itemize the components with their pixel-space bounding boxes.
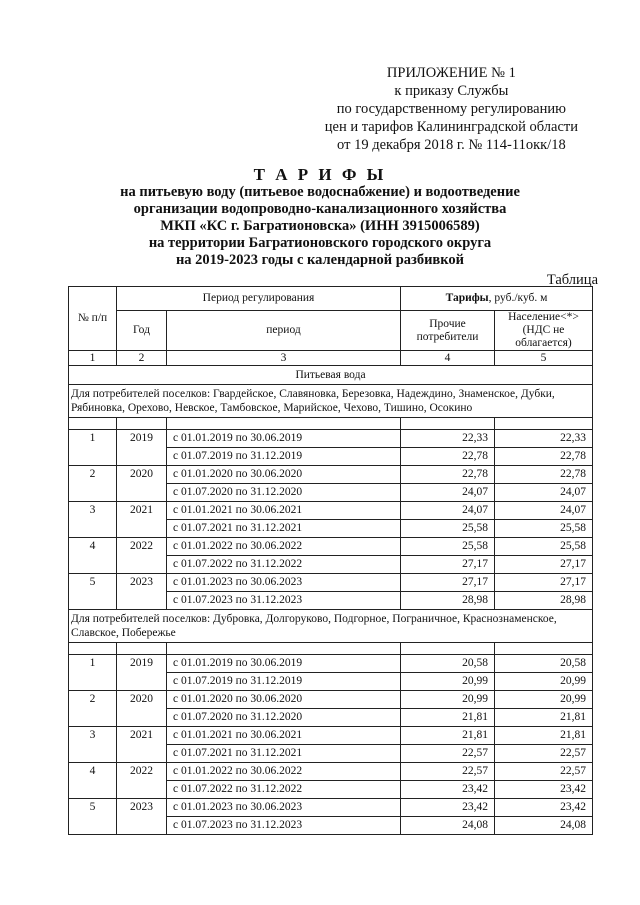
header-tariffs-bold: Тарифы — [445, 292, 489, 304]
table-row — [69, 574, 593, 592]
header-period: период — [167, 311, 401, 351]
row-period: с 01.01.2020 по 30.06.2020 — [167, 466, 401, 484]
tariff-other: 25,58 — [401, 538, 495, 556]
tariff-population: 22,78 — [495, 448, 593, 466]
subtitle-line: на 2019-2023 годы с календарной разбивкой — [175, 252, 465, 268]
tariff-other: 20,99 — [401, 691, 495, 709]
tariff-other: 25,58 — [401, 520, 495, 538]
tariff-other: 27,17 — [401, 574, 495, 592]
spacer-cell — [69, 643, 117, 655]
row-year: 2023 — [117, 574, 167, 610]
tariff-other: 21,81 — [401, 709, 495, 727]
row-period: с 01.07.2020 по 31.12.2020 — [167, 709, 401, 727]
subtitle-line: организации водопроводно-канализационного хозяйства — [133, 201, 507, 217]
appendix-line: цен и тарифов Калининградской области — [324, 119, 578, 135]
table-row — [69, 502, 593, 520]
spacer-cell — [401, 643, 495, 655]
row-period: с 01.01.2019 по 30.06.2019 — [167, 430, 401, 448]
tariff-population: 21,81 — [495, 709, 593, 727]
spacer-cell — [495, 418, 593, 430]
tariff-population: 20,58 — [495, 655, 593, 673]
row-number: 4 — [69, 538, 117, 574]
row-period: с 01.07.2020 по 31.12.2020 — [167, 484, 401, 502]
subtitle-line: МКП «КС г. Багратионовска» (ИНН 3915006589) — [160, 218, 480, 234]
spacer-cell — [167, 643, 401, 655]
tariff-population: 25,58 — [495, 520, 593, 538]
table-row — [69, 727, 593, 745]
row-period: с 01.01.2022 по 30.06.2022 — [167, 538, 401, 556]
row-period: с 01.07.2022 по 31.12.2022 — [167, 781, 401, 799]
tariff-population: 23,42 — [495, 781, 593, 799]
row-year: 2019 — [117, 430, 167, 466]
tariff-population: 24,07 — [495, 502, 593, 520]
row-period: с 01.01.2023 по 30.06.2023 — [167, 799, 401, 817]
row-period: с 01.07.2019 по 31.12.2019 — [167, 673, 401, 691]
row-period: с 01.07.2023 по 31.12.2023 — [167, 817, 401, 835]
spacer-cell — [117, 643, 167, 655]
tariff-other: 22,33 — [401, 430, 495, 448]
row-period: с 01.07.2022 по 31.12.2022 — [167, 556, 401, 574]
row-number: 3 — [69, 502, 117, 538]
table-row — [69, 466, 593, 484]
col-number: 3 — [167, 351, 401, 366]
tariff-other: 22,57 — [401, 745, 495, 763]
row-period: с 01.07.2019 по 31.12.2019 — [167, 448, 401, 466]
subtitle-line: на питьевую воду (питьевое водоснабжение) и водоотведение — [120, 184, 520, 200]
table-row — [69, 799, 593, 817]
tariff-population: 27,17 — [495, 574, 593, 592]
appendix-line: ПРИЛОЖЕНИЕ № 1 — [386, 65, 516, 81]
table-row — [69, 538, 593, 556]
spacer-row — [69, 418, 593, 430]
row-year: 2022 — [117, 763, 167, 799]
tariff-other: 28,98 — [401, 592, 495, 610]
row-year: 2019 — [117, 655, 167, 691]
tariff-other: 21,81 — [401, 727, 495, 745]
row-period: с 01.01.2020 по 30.06.2020 — [167, 691, 401, 709]
group-label: Для потребителей поселков: Дубровка, Долгоруково, Подгорное, Пограничное, Краснознаменское, Славское, Побережье — [69, 610, 593, 643]
table-label: Таблица — [546, 272, 598, 288]
row-number: 2 — [69, 691, 117, 727]
row-number: 3 — [69, 727, 117, 763]
group-label: Для потребителей поселков: Гвардейское, Славяновка, Березовка, Надеждино, Знаменское, Дубки, Рябиновка, Орехово, Невское, Тамбовское, Марийское, Чехово, Тишино, Осокино — [69, 385, 593, 418]
row-year: 2022 — [117, 538, 167, 574]
row-period: с 01.01.2021 по 30.06.2021 — [167, 727, 401, 745]
tariff-other: 23,42 — [401, 799, 495, 817]
row-year: 2020 — [117, 691, 167, 727]
row-year: 2021 — [117, 502, 167, 538]
row-period: с 01.07.2021 по 31.12.2021 — [167, 520, 401, 538]
row-year: 2020 — [117, 466, 167, 502]
appendix-block — [325, 64, 578, 154]
tariff-other: 27,17 — [401, 556, 495, 574]
header-period-group: Период регулирования — [117, 287, 401, 311]
row-period: с 01.07.2023 по 31.12.2023 — [167, 592, 401, 610]
table-row — [69, 430, 593, 448]
tariff-population: 22,78 — [495, 466, 593, 484]
header-tariffs — [401, 287, 593, 311]
table-row — [69, 691, 593, 709]
spacer-cell — [69, 418, 117, 430]
tariff-population: 27,17 — [495, 556, 593, 574]
document-title: Т А Р И Ф Ы — [253, 165, 387, 184]
group-label-row — [69, 385, 593, 418]
tariff-population: 23,42 — [495, 799, 593, 817]
tariff-other: 22,78 — [401, 448, 495, 466]
row-number: 5 — [69, 799, 117, 835]
spacer-row — [69, 643, 593, 655]
col-number: 4 — [401, 351, 495, 366]
row-period: с 01.01.2022 по 30.06.2022 — [167, 763, 401, 781]
header-population: Население<*> (НДС не облагается) — [495, 311, 593, 351]
row-number: 1 — [69, 655, 117, 691]
tariff-population: 22,57 — [495, 745, 593, 763]
header-tariffs-unit: , руб./куб. м — [488, 292, 548, 304]
spacer-cell — [401, 418, 495, 430]
tariff-population: 20,99 — [495, 691, 593, 709]
header-other: Прочие потребители — [401, 311, 495, 351]
header-year: Год — [117, 311, 167, 351]
table-row — [69, 655, 593, 673]
spacer-cell — [117, 418, 167, 430]
row-number: 1 — [69, 430, 117, 466]
appendix-line: к приказу Службы — [394, 83, 509, 99]
row-period: с 01.07.2021 по 31.12.2021 — [167, 745, 401, 763]
tariff-other: 23,42 — [401, 781, 495, 799]
tariff-population: 25,58 — [495, 538, 593, 556]
tariff-table — [68, 286, 593, 835]
header-num: № п/п — [69, 287, 117, 351]
tariff-other: 20,99 — [401, 673, 495, 691]
row-period: с 01.01.2019 по 30.06.2019 — [167, 655, 401, 673]
row-period: с 01.01.2023 по 30.06.2023 — [167, 574, 401, 592]
tariff-other: 22,57 — [401, 763, 495, 781]
row-year: 2021 — [117, 727, 167, 763]
subtitle-line: на территории Багратионовского городского округа — [148, 235, 492, 251]
tariff-other: 24,08 — [401, 817, 495, 835]
tariff-other: 24,07 — [401, 484, 495, 502]
appendix-line: по государственному регулированию — [336, 101, 566, 117]
spacer-cell — [495, 643, 593, 655]
col-number: 1 — [69, 351, 117, 366]
col-number: 2 — [117, 351, 167, 366]
row-year: 2023 — [117, 799, 167, 835]
col-number: 5 — [495, 351, 593, 366]
row-number: 4 — [69, 763, 117, 799]
tariff-population: 24,07 — [495, 484, 593, 502]
tariff-population: 22,33 — [495, 430, 593, 448]
group-label-row — [69, 610, 593, 643]
row-number: 5 — [69, 574, 117, 610]
section-title: Питьевая вода — [69, 366, 593, 385]
document-subtitle — [0, 184, 640, 269]
tariff-other: 24,07 — [401, 502, 495, 520]
tariff-other: 22,78 — [401, 466, 495, 484]
row-number: 2 — [69, 466, 117, 502]
tariff-population: 21,81 — [495, 727, 593, 745]
tariff-population: 24,08 — [495, 817, 593, 835]
row-period: с 01.01.2021 по 30.06.2021 — [167, 502, 401, 520]
tariff-population: 28,98 — [495, 592, 593, 610]
table-row — [69, 763, 593, 781]
tariff-population: 20,99 — [495, 673, 593, 691]
appendix-line: от 19 декабря 2018 г. № 114-11окк/18 — [337, 137, 566, 153]
tariff-other: 20,58 — [401, 655, 495, 673]
tariff-population: 22,57 — [495, 763, 593, 781]
spacer-cell — [167, 418, 401, 430]
